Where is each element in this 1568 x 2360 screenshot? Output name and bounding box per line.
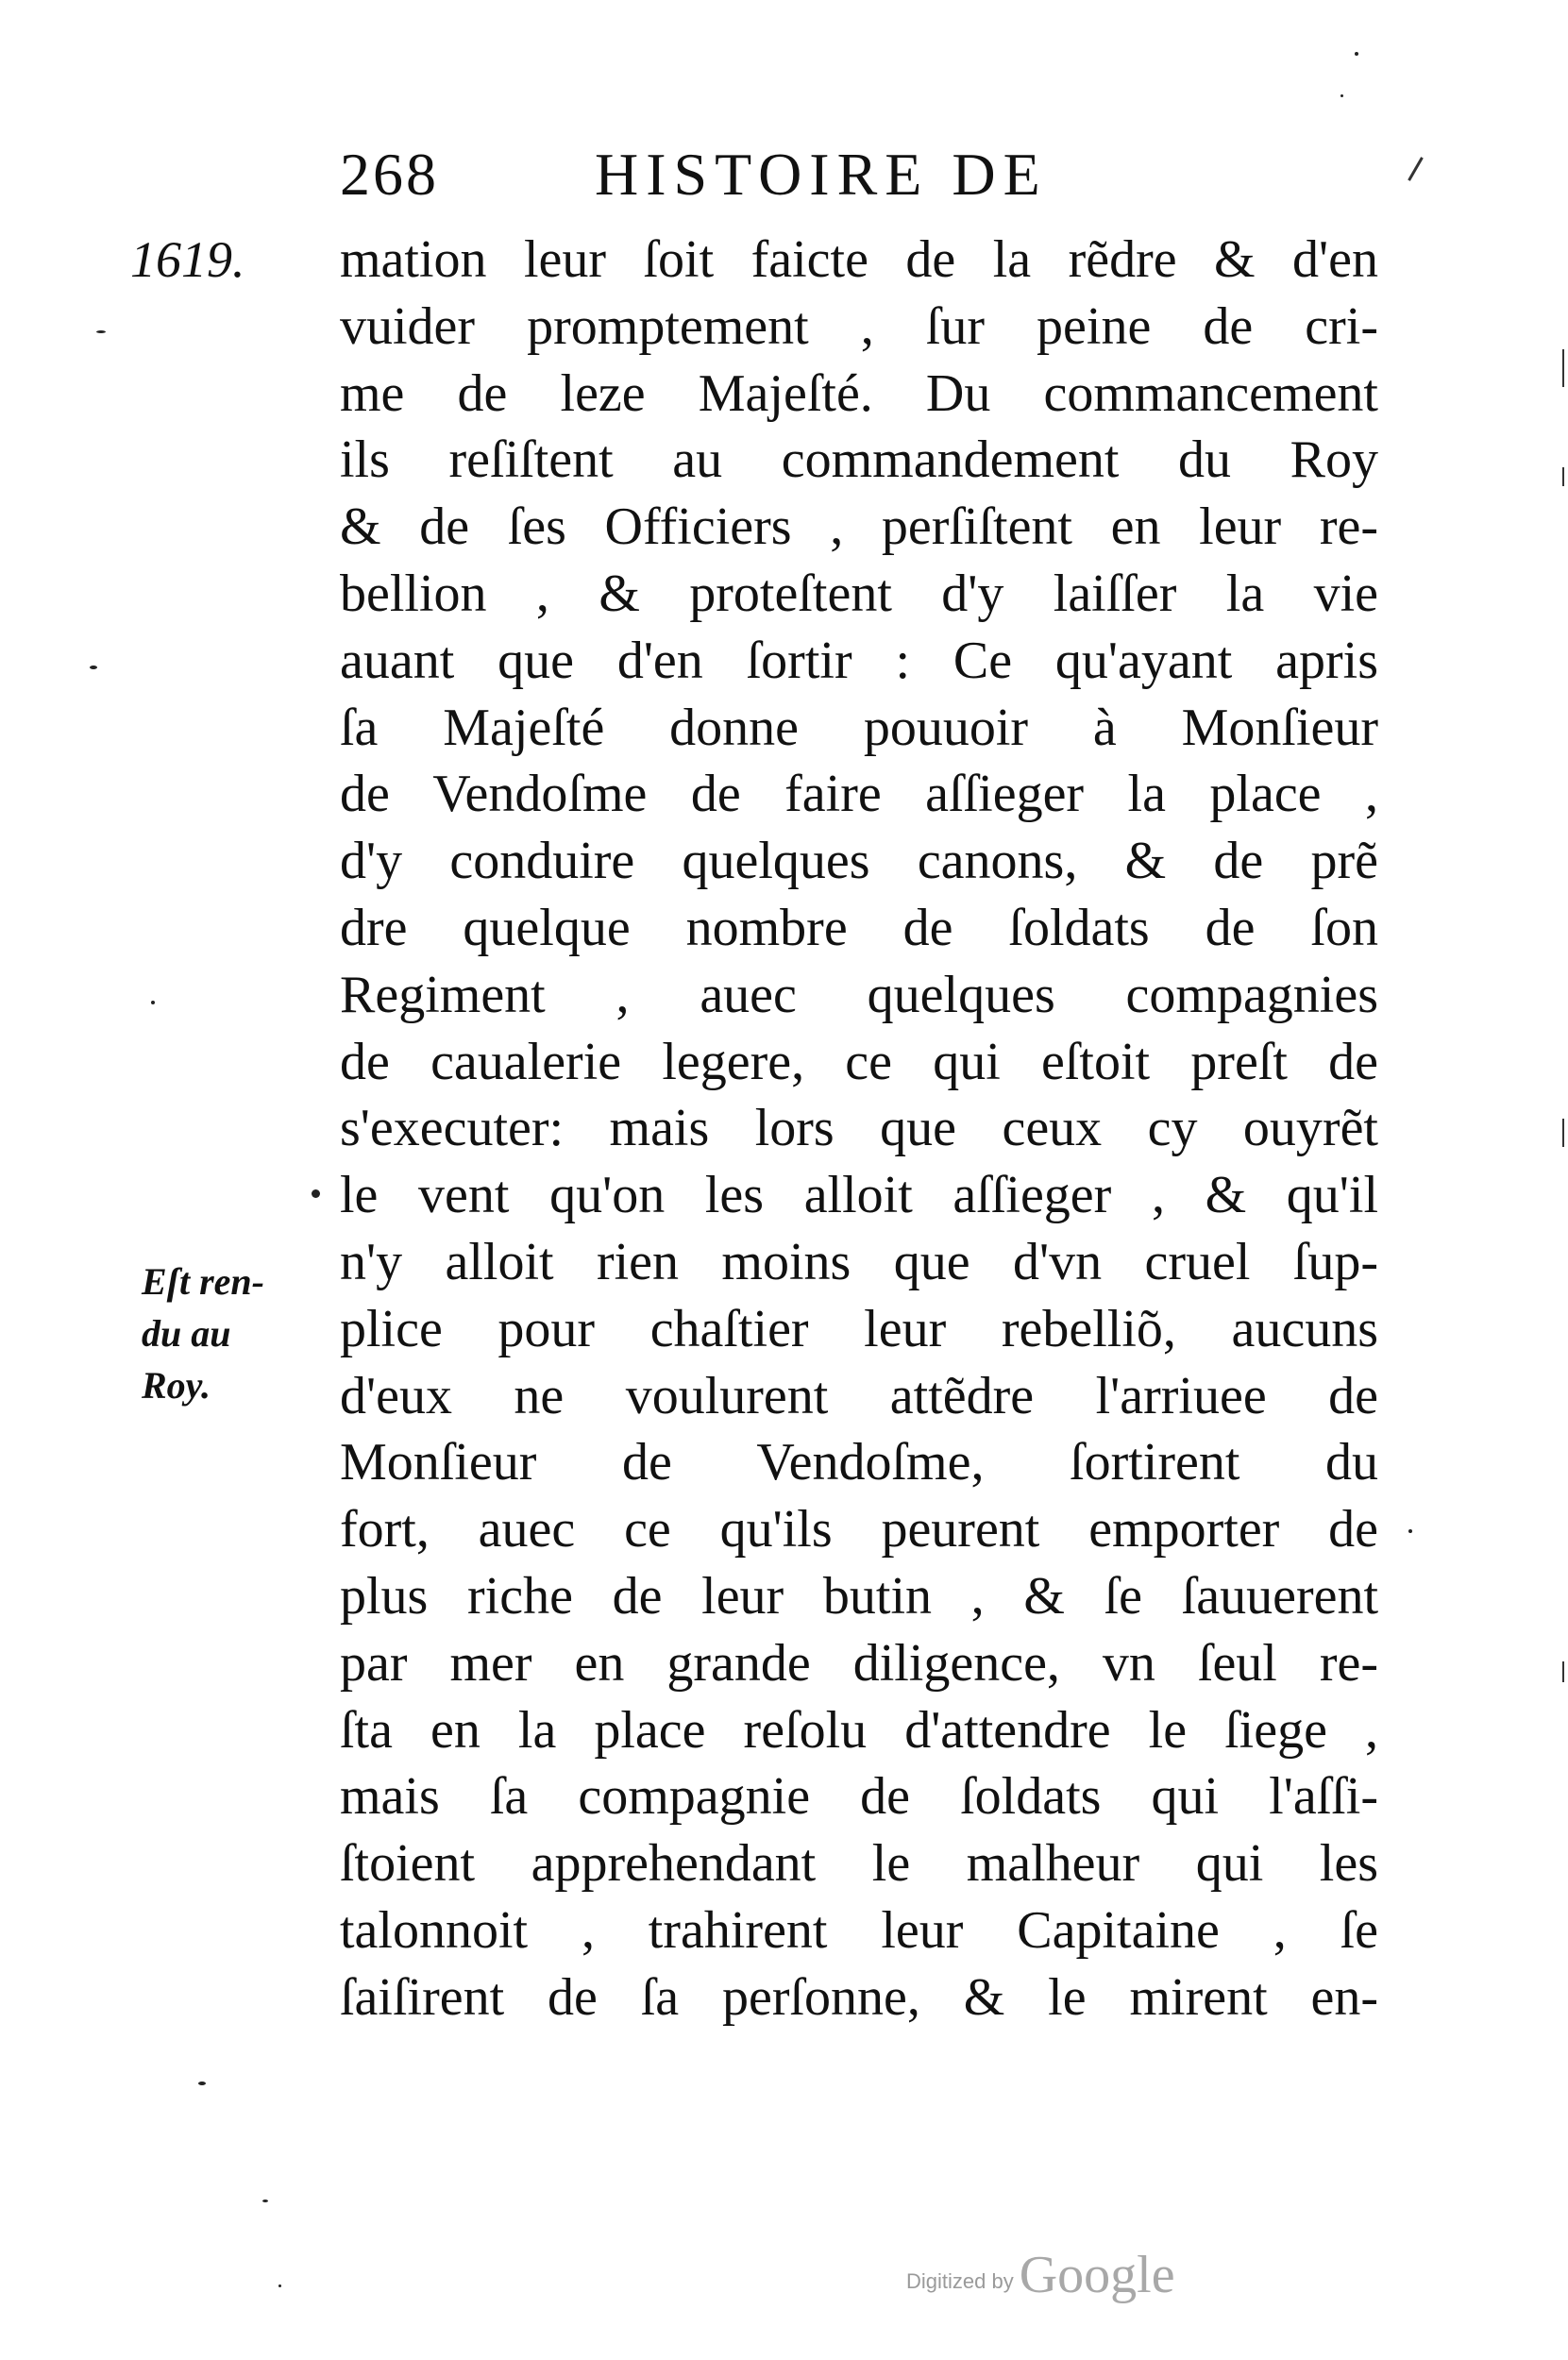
body-line: talonnoit , trahirent leur Capitaine , ſe [340, 1900, 1378, 1960]
scan-speck [96, 330, 106, 333]
scan-speck [1408, 1529, 1412, 1533]
scan-speck [90, 666, 97, 669]
running-head-title: HISTOIRE DE [595, 141, 1048, 208]
body-line: s'executer: mais lors que ceux cy ouyrẽt [340, 1099, 1378, 1158]
marginal-note-line: Eſt ren- [142, 1260, 264, 1303]
body-line: auant que d'en ſortir : Ce qu'ayant apris [340, 631, 1378, 690]
body-line: de caualerie legere, ce qui eſtoit preſt de [340, 1032, 1378, 1091]
scan-speck [1355, 52, 1358, 56]
scan-speck [278, 2284, 281, 2287]
marginal-note-line: du au [142, 1312, 231, 1355]
page-number: 268 [340, 141, 439, 208]
scan-speck [151, 1001, 155, 1004]
body-line: mation leur ſoit faicte de la rẽdre & d'en [340, 230, 1378, 289]
page-edge-mark [1562, 1661, 1564, 1682]
body-line: mais ſa compagnie de ſoldats qui l'aſſi- [340, 1767, 1378, 1827]
watermark-brand: Google [1019, 2246, 1175, 2304]
body-line: plus riche de leur butin , & ſe ſauuerent [340, 1566, 1378, 1626]
body-line: ils reſiſtent au commandement du Roy [340, 430, 1378, 490]
marginal-note [142, 1256, 321, 1411]
body-line: de Vendoſme de faire aſſieger la place , [340, 765, 1378, 824]
digitization-watermark [906, 2237, 1175, 2303]
body-line: Monſieur de Vendoſme, ſortirent du [340, 1433, 1378, 1492]
margin-year: 1619. [130, 231, 245, 288]
page-edge-mark [1408, 157, 1424, 181]
body-line: dre quelque nombre de ſoldats de ſon [340, 898, 1378, 957]
scan-speck [312, 1189, 320, 1198]
body-line: fort, auec ce qu'ils peurent emporter de [340, 1500, 1378, 1559]
body-line: ſaiſirent de ſa perſonne, & le mirent en- [340, 1967, 1378, 2027]
body-line: par mer en grande diligence, vn ſeul re- [340, 1633, 1378, 1693]
page-edge-mark [1562, 349, 1564, 387]
watermark-prefix: Digitized by [906, 2269, 1014, 2293]
body-line: n'y alloit rien moins que d'vn cruel ſup- [340, 1232, 1378, 1291]
body-line: & de ſes Officiers , perſiſtent en leur re- [340, 497, 1378, 557]
body-line: le vent qu'on les alloit aſſieger , & qu'il [340, 1166, 1378, 1225]
body-line: vuider promptement , ſur peine de cri- [340, 296, 1378, 356]
marginal-note-line: Roy. [142, 1364, 211, 1407]
body-line: Regiment , auec quelques compagnies [340, 965, 1378, 1024]
body-line: ſtoient apprehendant le malheur qui les [340, 1834, 1378, 1894]
body-line: ſta en la place reſolu d'attendre le ſiege , [340, 1700, 1378, 1760]
scan-speck [1340, 94, 1343, 97]
page-edge-mark [1562, 1119, 1564, 1147]
body-line: d'eux ne voulurent attẽdre l'arriuee de [340, 1366, 1378, 1425]
running-head [340, 137, 1284, 212]
body-line: me de leze Majeſté. Du commancement [340, 363, 1378, 423]
scan-speck [262, 2200, 268, 2202]
page-edge-mark [1562, 467, 1564, 486]
body-line: plice pour chaſtier leur rebelliõ, aucuns [340, 1299, 1378, 1358]
body-text [340, 227, 1378, 2031]
body-line: d'y conduire quelques canons, & de prẽ [340, 832, 1378, 891]
scan-speck [198, 2082, 206, 2085]
body-line: ſa Majeſté donne pouuoir à Monſieur [340, 698, 1378, 757]
body-line: bellion , & proteſtent d'y laiſſer la vie [340, 564, 1378, 623]
